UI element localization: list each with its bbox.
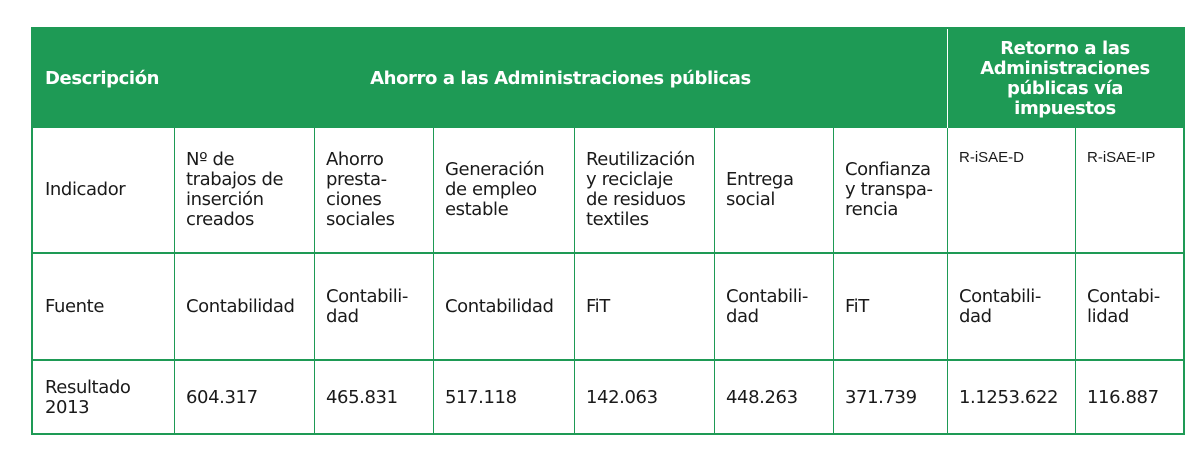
indicador-cell: Ahorro presta- ciones sociales bbox=[326, 149, 395, 230]
fuente-cell: Contabilidad bbox=[445, 295, 554, 317]
fuente-cell: Contabi- lidad bbox=[1087, 285, 1160, 327]
data-table bbox=[31, 27, 1185, 435]
indicador-cell: R-iSAE-IP bbox=[1087, 149, 1156, 166]
fuente-cell: Contabilidad bbox=[186, 295, 295, 317]
resultado-cell: 465.831 bbox=[326, 387, 398, 408]
resultado-cell: 448.263 bbox=[726, 387, 798, 408]
indicador-cell: Generación de empleo estable bbox=[445, 159, 545, 220]
resultado-cell: 142.063 bbox=[586, 387, 658, 408]
row-label-fuente: Fuente bbox=[45, 295, 104, 317]
resultado-cell: 604.317 bbox=[186, 387, 258, 408]
indicador-cell: Confianza y transpa- rencia bbox=[845, 159, 933, 220]
row-label-resultado: Resultado 2013 bbox=[45, 377, 131, 418]
header-ahorro: Ahorro a las Administraciones públicas bbox=[370, 67, 751, 89]
indicador-cell: Nº de trabajos de inserción creados bbox=[186, 149, 284, 230]
fuente-cell: Contabili- dad bbox=[959, 285, 1042, 327]
indicador-cell: Reutilización y reciclaje de residuos textiles bbox=[586, 149, 695, 230]
indicador-cell: Entrega social bbox=[726, 169, 794, 210]
fuente-cell: Contabili- dad bbox=[726, 285, 809, 327]
resultado-cell: 517.118 bbox=[445, 387, 517, 408]
header-descripcion: Descripción bbox=[45, 67, 160, 89]
fuente-cell: Contabili- dad bbox=[326, 285, 409, 327]
resultado-cell: 371.739 bbox=[845, 387, 917, 408]
fuente-cell: FiT bbox=[845, 295, 869, 317]
row-label-indicador: Indicador bbox=[45, 179, 126, 200]
resultado-cell: 116.887 bbox=[1087, 387, 1159, 408]
indicador-cell: R-iSAE-D bbox=[959, 149, 1025, 166]
header-retorno: Retorno a las Administraciones públicas vía impuestos bbox=[980, 37, 1150, 119]
resultado-cell: 1.1253.622 bbox=[959, 387, 1059, 408]
fuente-cell: FiT bbox=[586, 295, 610, 317]
